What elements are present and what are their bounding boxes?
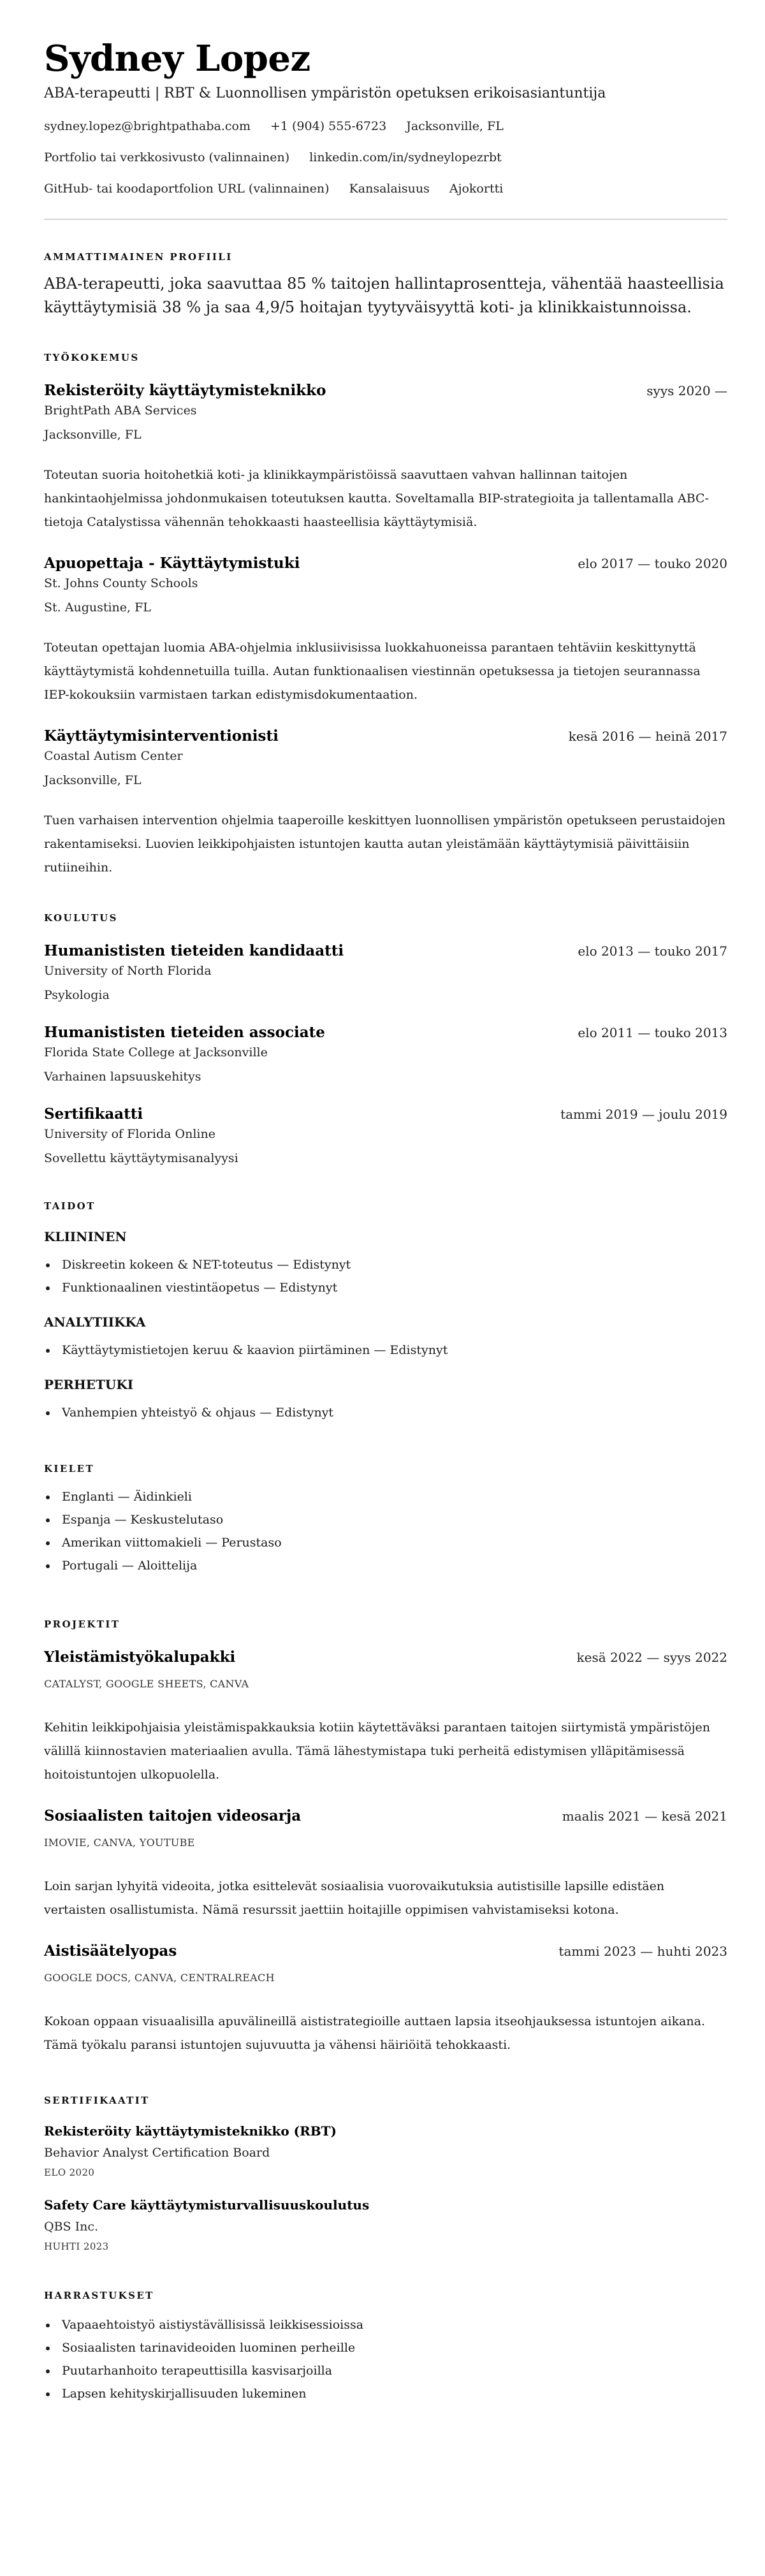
project-title: Yleistämistyökalupakki: [44, 1648, 236, 1666]
certification-issuer: Behavior Analyst Certification Board: [44, 2146, 270, 2160]
skill-list: [44, 1339, 728, 1362]
job-company: St. Johns County Schools: [44, 576, 198, 590]
contact-row-extra: [44, 180, 728, 197]
job-description: Tuen varhaisen intervention ohjelmia taaperoille keskittyen luonnollisen ympäristön opetukseen perustaidojen rakentamiseksi. Luovien leikkipohjaisten istuntojen kautta autan yleistämään käyttäytymisiä päivittäisiin rutiineihin.: [44, 813, 726, 875]
section-title-hobbies: HARRASTUKSET: [44, 2290, 154, 2301]
contact-info: [44, 118, 728, 197]
hobby-item: Sosiaalisten tarinavideoiden luominen perheille: [44, 2336, 728, 2359]
education-entry: [44, 1104, 727, 1168]
skill-list: [44, 1401, 728, 1424]
job-description: Toteutan suoria hoitohetkiä koti- ja klinikkaympäristöissä saavuttaen vahvan hallinnan taitojen hankintaohjelmissa johdonmukaisen toteutuksen kautta. Soveltamalla BIP-strategioita ja tallentamalla ABC-tietoja Catalystissa vähennän tehokkaasti haasteellisia käyttäytymisiä.: [44, 468, 709, 529]
education-entry: [44, 941, 727, 1005]
job-company: BrightPath ABA Services: [44, 404, 197, 418]
contact-linkedin[interactable]: linkedin.com/in/sydneylopezrbt: [309, 150, 502, 164]
project-entry: [44, 1941, 727, 2057]
field-of-study: Varhainen lapsuuskehitys: [44, 1070, 201, 1084]
experience-entry: [44, 381, 727, 534]
contact-citizenship: Kansalaisuus: [349, 182, 430, 196]
project-title: Sosiaalisten taitojen videosarja: [44, 1807, 302, 1824]
contact-drivers-license: Ajokortti: [449, 182, 504, 196]
school-name: University of Florida Online: [44, 1127, 215, 1141]
skill-group-title: KLIININEN: [44, 1229, 127, 1244]
contact-phone[interactable]: +1 (904) 555-6723: [270, 119, 387, 133]
section-title-projects: PROJEKTIT: [44, 1619, 120, 1630]
job-dates: kesä 2016 — heinä 2017: [568, 729, 727, 744]
job-location: Jacksonville, FL: [44, 773, 142, 787]
skill-item: Diskreetin kokeen & NET-toteutus — Edistynyt: [44, 1253, 728, 1276]
hobbies-section: [44, 2289, 728, 2405]
section-title-certifications: SERTIFIKAATIT: [44, 2095, 150, 2106]
project-title: Aistisäätelyopas: [44, 1942, 177, 1960]
skill-item: Käyttäytymistietojen keruu & kaavion piirtäminen — Edistynyt: [44, 1339, 728, 1362]
skill-group-title: PERHETUKI: [44, 1377, 134, 1392]
profile-section: [44, 251, 728, 319]
language-item: Portugali — Aloittelija: [44, 1554, 728, 1577]
degree-dates: elo 2013 — touko 2017: [578, 943, 727, 959]
project-dates: maalis 2021 — kesä 2021: [562, 1808, 727, 1824]
skill-list: [44, 1253, 728, 1299]
experience-section: [44, 351, 728, 880]
section-title-profile: AMMATTIMAINEN PROFIILI: [44, 251, 233, 263]
degree-title: Humanististen tieteiden associate: [44, 1024, 325, 1041]
section-title-experience: TYÖKOKEMUS: [44, 352, 140, 363]
job-description: Toteutan opettajan luomia ABA-ohjelmia inklusiivisissa luokkahuoneissa parantaen tehtäviin keskittynyttä käyttäytymistä kohdennetuilla tuilla. Autan funktionaalisen viestinnän opetuksessa ja tietojen seurannassa IEP-kokouksiin varmistaen tarkan edistymisdokumentaation.: [44, 641, 701, 702]
school-name: Florida State College at Jacksonville: [44, 1045, 268, 1059]
degree-title: Humanististen tieteiden kandidaatti: [44, 942, 344, 959]
job-location: St. Augustine, FL: [44, 600, 151, 615]
job-location: Jacksonville, FL: [44, 428, 142, 442]
project-dates: kesä 2022 — syys 2022: [576, 1650, 727, 1665]
certification-date: ELO 2020: [44, 2167, 95, 2178]
section-title-skills: TAIDOT: [44, 1200, 96, 1212]
hobby-item: Puutarhanhoito terapeuttisilla kasvisarjoilla: [44, 2359, 728, 2382]
project-tools: GOOGLE DOCS, CANVA, CENTRALREACH: [44, 1972, 275, 1984]
contact-location: Jacksonville, FL: [406, 119, 504, 133]
field-of-study: Psykologia: [44, 988, 110, 1002]
language-item: Amerikan viittomakieli — Perustaso: [44, 1531, 728, 1554]
projects-section: [44, 1618, 728, 2057]
project-entry: [44, 1806, 727, 1922]
job-title: Käyttäytymisinterventionisti: [44, 727, 279, 745]
certification-issuer: QBS Inc.: [44, 2220, 99, 2234]
project-entry: [44, 1647, 727, 1787]
certification-entry: [44, 2196, 728, 2253]
job-title: Rekisteröity käyttäytymisteknikko: [44, 382, 326, 399]
resume-header: [44, 37, 728, 220]
contact-portfolio[interactable]: Portfolio tai verkkosivusto (valinnainen): [44, 150, 290, 164]
degree-dates: elo 2011 — touko 2013: [578, 1025, 727, 1040]
certification-date: HUHTI 2023: [44, 2241, 109, 2252]
job-title: Apuopettaja - Käyttäytymistuki: [44, 555, 300, 572]
experience-entry: [44, 726, 727, 880]
job-company: Coastal Autism Center: [44, 749, 183, 763]
skill-item: Vanhempien yhteistyö & ohjaus — Edistynyt: [44, 1401, 728, 1424]
school-name: University of North Florida: [44, 964, 212, 978]
job-dates: elo 2017 — touko 2020: [578, 556, 727, 571]
certifications-section: [44, 2094, 728, 2253]
hobby-item: Vapaaehtoistyö aistiystävällisissä leikkisessioissa: [44, 2313, 728, 2336]
project-description: Kehitin leikkipohjaisia yleistämispakkauksia kotiin käytettäväksi parantaen taitojen siirtymistä ympäristöjen välillä kiinnostavien materiaalien avulla. Tämä lähestymistapa tuki perheitä edistymisen ylläpitämisessä hoitoistuntojen ulkopuolella.: [44, 1721, 710, 1782]
candidate-headline: ABA-terapeutti | RBT & Luonnollisen ympäristön opetuksen erikoisasiantuntija: [44, 85, 606, 101]
language-item: Englanti — Äidinkieli: [44, 1485, 728, 1508]
project-tools: IMOVIE, CANVA, YOUTUBE: [44, 1837, 195, 1849]
language-item: Espanja — Keskustelutaso: [44, 1508, 728, 1531]
project-description: Kokoan oppaan visuaalisilla apuvälineillä aististrategioille auttaen lapsia itseohjauksessa istuntojen aikana. Tämä työkalu paransi istuntojen sujuvuutta ja vähensi häiriöitä tehokkaasti.: [44, 2014, 706, 2052]
contact-github[interactable]: GitHub- tai koodaportfolion URL (valinnainen): [44, 182, 330, 196]
section-title-languages: KIELET: [44, 1463, 95, 1474]
languages-section: [44, 1462, 728, 1577]
project-tools: CATALYST, GOOGLE SHEETS, CANVA: [44, 1678, 249, 1690]
project-dates: tammi 2023 — huhti 2023: [558, 1944, 727, 1959]
field-of-study: Sovellettu käyttäytymisanalyysi: [44, 1151, 238, 1165]
contact-email[interactable]: sydney.lopez@brightpathaba.com: [44, 119, 251, 133]
candidate-name: Sydney Lopez: [44, 38, 310, 80]
certification-name: Rekisteröity käyttäytymisteknikko (RBT): [44, 2123, 337, 2139]
education-entry: [44, 1022, 727, 1086]
certification-entry: [44, 2122, 728, 2179]
language-list: [44, 1485, 728, 1577]
contact-row-links: [44, 149, 728, 166]
project-description: Loin sarjan lyhyitä videoita, jotka esittelevät sosiaalisia vuorovaikutuksia autistisille lapsille edistäen vertaisten osallistumista. Nämä resurssit jaettiin hoitajille oppimisen vahvistamiseksi kotona.: [44, 1879, 665, 1917]
hobby-item: Lapsen kehityskirjallisuuden lukeminen: [44, 2382, 728, 2405]
education-section: [44, 912, 728, 1168]
contact-row-primary: [44, 118, 728, 135]
hobby-list: [44, 2313, 728, 2405]
experience-entry: [44, 553, 727, 707]
skill-group-title: ANALYTIIKKA: [44, 1314, 146, 1330]
header-divider: [44, 219, 727, 220]
job-dates: syys 2020 —: [646, 383, 727, 398]
section-title-education: KOULUTUS: [44, 912, 118, 924]
profile-summary: ABA-terapeutti, joka saavuttaa 85 % taitojen hallintaprosentteja, vähentää haasteellisia käyttäytymisiä 38 % ja saa 4,9/5 hoitajan tyytyväisyyttä koti- ja klinikkaistunnoissa.: [44, 275, 724, 316]
degree-title: Sertifikaatti: [44, 1105, 143, 1123]
degree-dates: tammi 2019 — joulu 2019: [560, 1107, 727, 1122]
skill-item: Funktionaalinen viestintäopetus — Edistynyt: [44, 1276, 728, 1299]
certification-name: Safety Care käyttäytymisturvallisuuskoulutus: [44, 2197, 370, 2213]
skills-section: [44, 1200, 728, 1424]
